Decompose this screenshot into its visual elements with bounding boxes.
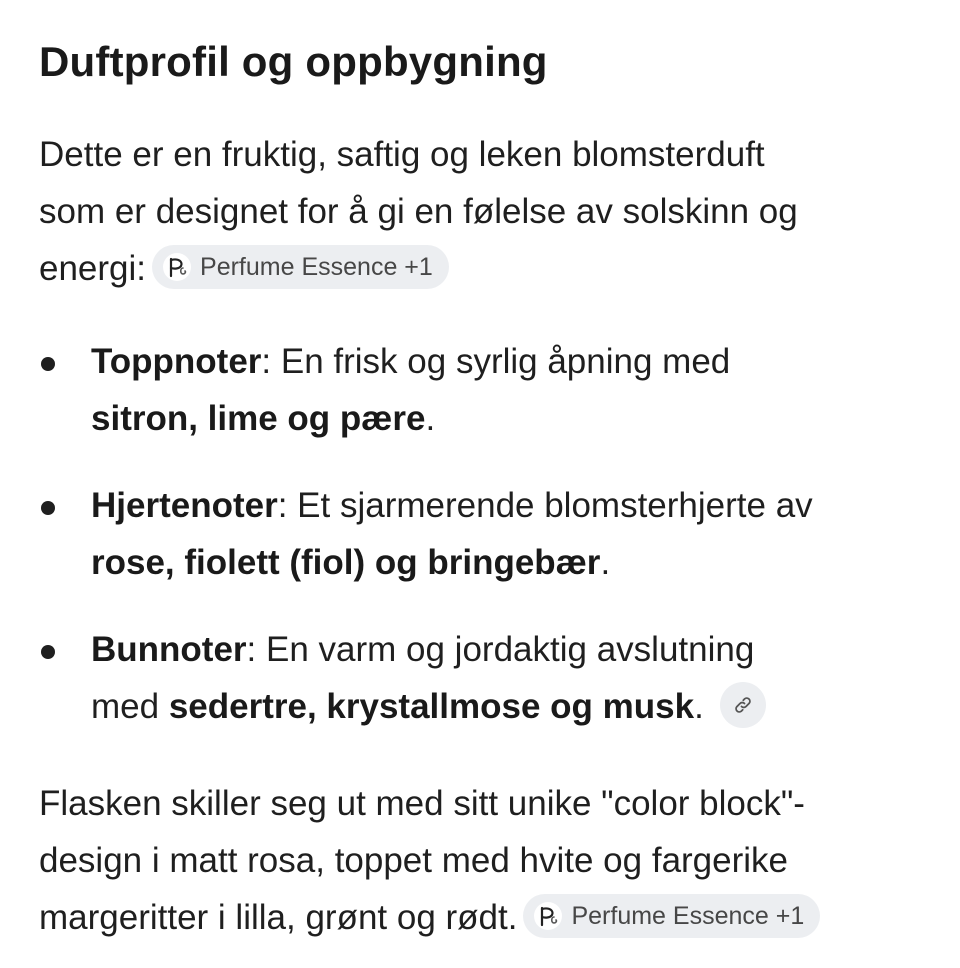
bullet-dot <box>41 645 55 659</box>
list-item-top-notes: Toppnoter: En frisk og syrlig åpning med sitron, lime og pære. <box>39 333 929 447</box>
bullet-dot <box>41 357 55 371</box>
intro-line-text: energi: <box>39 249 147 288</box>
intro-line: Dette er en fruktig, saftig og leken blomsterduft <box>39 135 765 174</box>
note-highlight: sitron, lime og pære <box>91 399 426 438</box>
perfume-essence-logo-icon <box>162 252 192 282</box>
outro-line-last <box>39 889 929 946</box>
outro-paragraph <box>39 775 929 946</box>
note-highlight: sedertre, krystallmose og musk <box>168 687 695 726</box>
source-chip[interactable] <box>152 245 449 289</box>
intro-paragraph <box>39 126 929 297</box>
outro-line: Flasken skiller seg ut med sitt unike "color block"- <box>39 784 805 823</box>
source-chip-label: Perfume Essence +1 <box>200 252 433 281</box>
source-chip-label: Perfume Essence +1 <box>571 901 805 930</box>
outro-line-text: margeritter i lilla, grønt og rødt. <box>39 898 518 937</box>
source-chip[interactable] <box>523 894 820 938</box>
bullet-dot <box>41 501 55 515</box>
intro-line: som er designet for å gi en følelse av solskinn og <box>39 192 798 231</box>
note-text: : En frisk og syrlig åpning med <box>261 342 731 381</box>
link-icon[interactable] <box>720 682 766 728</box>
list-item-heart-notes: Hjertenoter: Et sjarmerende blomsterhjerte av rose, fiolett (fiol) og bringebær. <box>39 477 929 591</box>
note-text: : En varm og jordaktig avslutning <box>246 630 755 669</box>
list-item-base-notes: Bunnoter: En varm og jordaktig avslutning med sedertre, krystallmose og musk. <box>39 621 929 735</box>
note-term: Hjertenoter <box>91 486 278 525</box>
intro-line-last <box>39 240 929 297</box>
section-heading: Duftprofil og oppbygning <box>39 38 548 85</box>
perfume-essence-logo-icon <box>533 901 563 931</box>
note-term: Bunnoter <box>91 630 247 669</box>
note-text: : Et sjarmerende blomsterhjerte av <box>277 486 813 525</box>
note-highlight: rose, fiolett (fiol) og bringebær <box>91 543 601 582</box>
outro-line: design i matt rosa, toppet med hvite og fargerike <box>39 841 789 880</box>
note-term: Toppnoter <box>91 342 262 381</box>
